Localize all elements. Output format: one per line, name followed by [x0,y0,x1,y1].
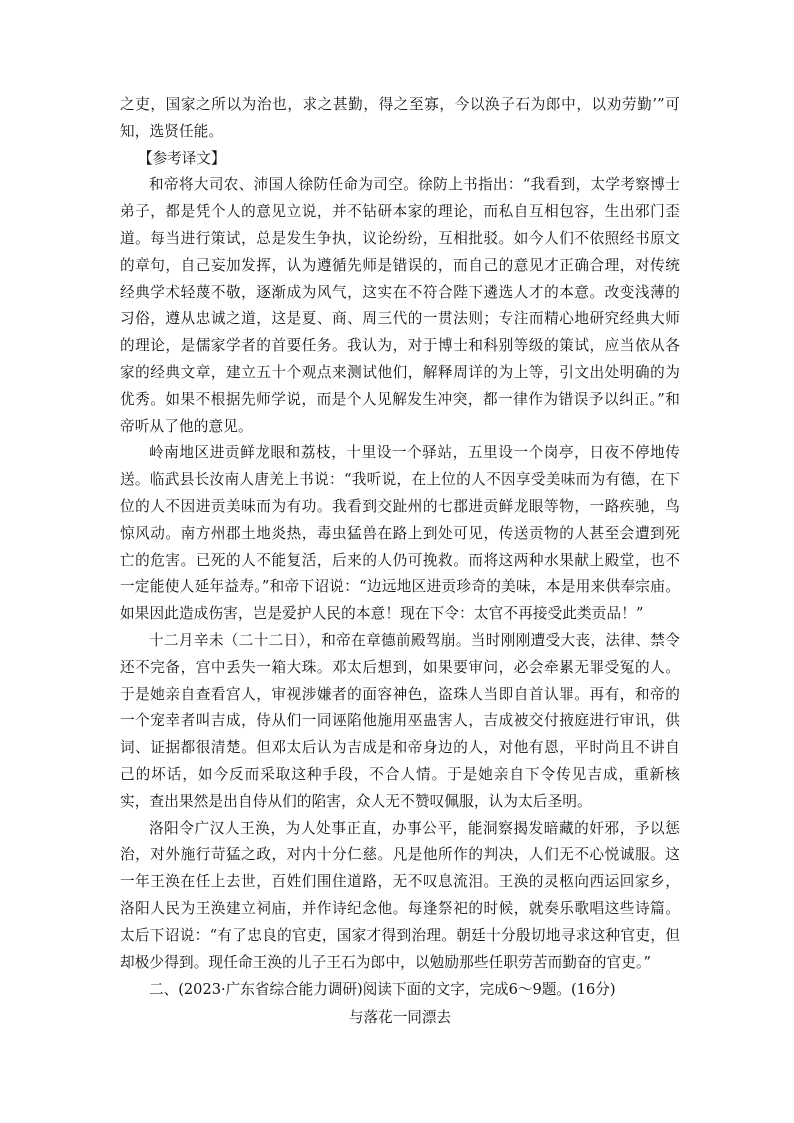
translation-paragraph-2: 岭南地区进贡鲜龙眼和荔枝，十里设一个驿站，五里设一个岗亭，日夜不停地传送。临武县长汝南人唐羌上书说：“我听说，在上位的人不因享受美味而为有德，在下位的人不因进贡美味而为有功。我看到交趾州的七郡进贡鲜龙眼等物，一路疾驰，鸟惊风动。南方州郡土地炎热，毒虫猛兽在路上到处可见，传送贡物的人甚至会遭到死亡的危害。已死的人不能复活，后来的人仍可挽救。而将这两种水果献上殿堂，也不一定能使人延年益寿。”和帝下诏说：“边远地区进贡珍奇的美味，本是用来供奉宗庙。如果因此造成伤害，岂是爱护人民的本意！现在下令：太官不再接受此类贡品！” [120,444,680,623]
translation-paragraph-3: 十二月辛未（二十二日），和帝在章德前殿驾崩。当时刚刚遭受大丧，法律、禁令还不完备，宫中丢失一箱大珠。邓太后想到，如果要审问，必会牵累无罪受冤的人。于是她亲自查看宫人，审视涉嫌者的面容神色，盗珠人当即自首认罪。再有，和帝的一个宠幸者叫吉成，侍从们一同诬陷他施用巫蛊害人，吉成被交付掖庭进行审讯，供词、证据都很清楚。但邓太后认为吉成是和帝身边的人，对他有恩，平时尚且不讲自己的坏话，如今反而采取这种手段，不合人情。于是她亲自下令传见吉成，重新核实，查出果然是出自侍从们的陷害，众人无不赞叹佩服，认为太后圣明。 [120,631,680,810]
question-intro: 二、(2023·广东省综合能力调研)阅读下面的文字，完成6～9题。(16分) [149,981,616,999]
translation-paragraph-1: 和帝将大司农、沛国人徐防任命为司空。徐防上书指出：“我看到，太学考察博士弟子，都是凭个人的意见立说，并不钻研本家的理论，而私自互相包容，生出邪门歪道。每当进行策试，总是发生争执，议论纷纷，互相批驳。如今人们不依照经书原文的章句，自己妄加发挥，认为遵循先师是错误的，而自己的意见才正确合理，对传统经典学术轻蔑不敬，逐渐成为风气，这实在不符合陛下遴选人才的本意。改变浅薄的习俗，遵从忠诚之道，这是夏、商、周三代的一贯法则；专注而精心地研究经典大师的理论，是儒家学者的首要任务。我认为，对于博士和科别等级的策试，应当依从各家的经典文章，建立五十个观点来测试他们，解释周详的为上等，引文出处明确的为优秀。如果不根据先师学说，而是个人见解发生冲突，都一律作为错误予以纠正。”和帝听从了他的意见。 [120,176,680,435]
article-title: 与落花一同漂去 [348,1009,452,1027]
translation-paragraph-4: 洛阳令广汉人王涣，为人处事正直，办事公平，能洞察揭发暗藏的奸邪，予以惩治，对外施行苛猛之政，对内十分仁慈。凡是他所作的判决，人们无不心悦诚服。这一年王涣在任上去世，百姓们围住道路，无不叹息流泪。王涣的灵柩向西运回家乡，洛阳人民为王涣建立祠庙，并作诗纪念他。每逢祭祀的时候，就奏乐歌唱这些诗篇。太后下诏说：“有了忠良的官吏，国家才得到治理。朝廷十分殷切地寻求这种官吏，但却极少得到。现任命王涣的儿子王石为郎中，以勉励那些任职劳苦而勤奋的官吏。” [120,819,680,971]
opening-paragraph: 之吏，国家之所以为治也，求之甚勤，得之至寡，今以涣子石为郎中，以劝劳勤’”可知，选贤任能。 [120,96,680,140]
document-page [120,92,680,1033]
section-heading: 【参考译文】 [138,149,226,167]
